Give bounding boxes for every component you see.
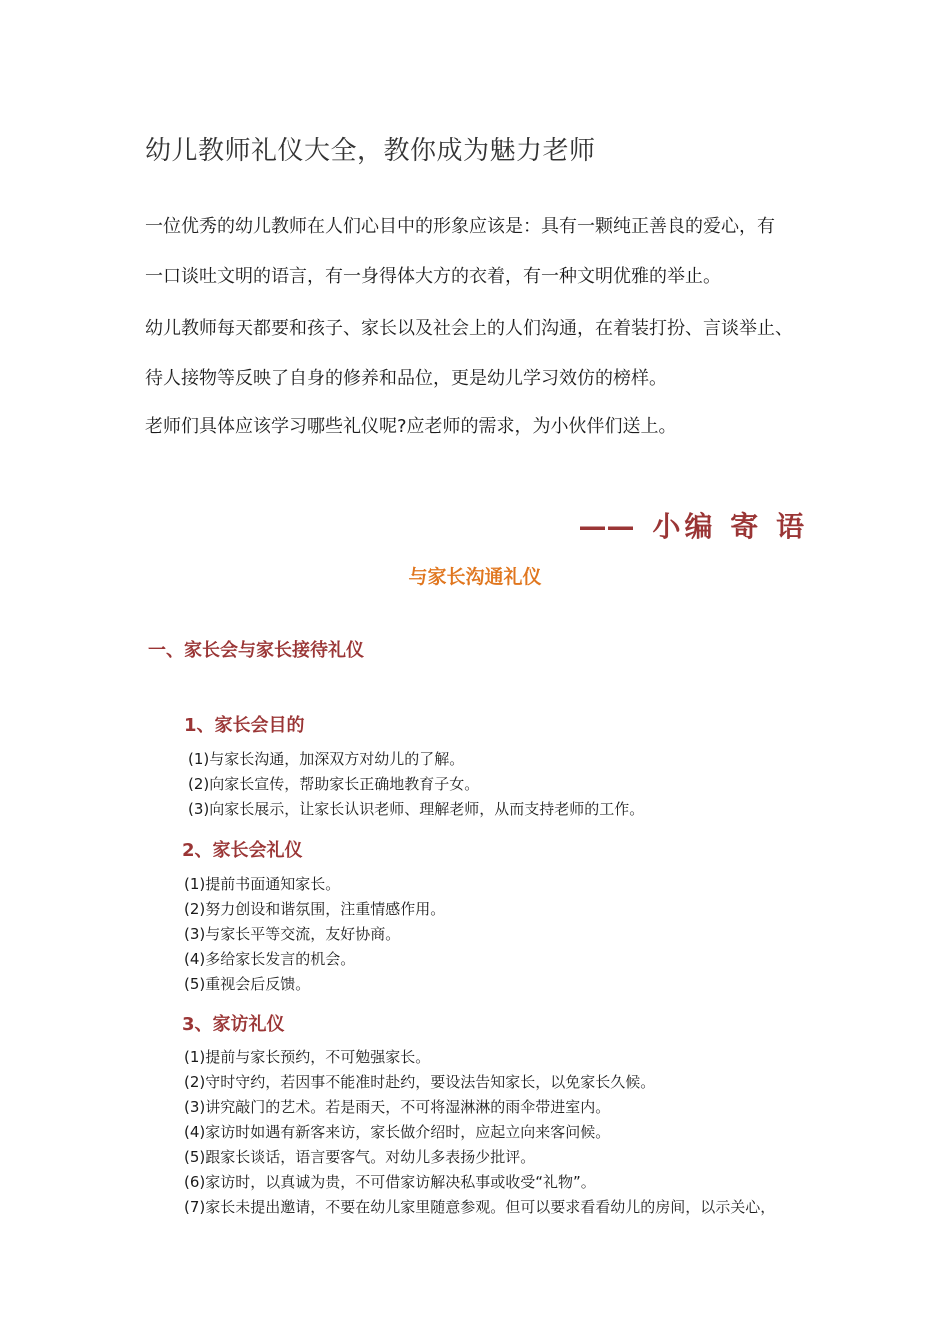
list-item: (6)家访时，以真诚为贵，不可借家访解决私事或收受“礼物”。 [184, 1173, 596, 1191]
list-item: (4)家访时如遇有新客来访，家长做介绍时，应起立向来客问候。 [184, 1123, 611, 1141]
document-title: 幼儿教师礼仪大全，教你成为魅力老师 [145, 136, 596, 166]
list-item: (1)提前与家长预约，不可勉强家长。 [184, 1048, 431, 1066]
intro-line-3: 幼儿教师每天都要和孩子、家长以及社会上的人们沟通，在着装打扮、言谈举止、 [145, 318, 793, 339]
list-item: (3)向家长展示，让家长认识老师、理解老师，从而支持老师的工作。 [188, 800, 645, 818]
list-item: (5)重视会后反馈。 [184, 975, 311, 993]
intro-line-2: 一口谈吐文明的语言，有一身得体大方的衣着，有一种文明优雅的举止。 [145, 266, 721, 287]
list-item: (1)提前书面通知家长。 [184, 875, 341, 893]
intro-line-5: 老师们具体应该学习哪些礼仪呢?应老师的需求，为小伙伴们送上。 [145, 416, 677, 437]
intro-line-1: 一位优秀的幼儿教师在人们心目中的形象应该是：具有一颗纯正善良的爱心，有 [145, 216, 775, 237]
home-visit-list [184, 1045, 775, 1220]
list-item: (2)守时守约，若因事不能准时赴约，要设法告知家长，以免家长久候。 [184, 1073, 656, 1091]
list-item: (2)向家长宣传，帮助家长正确地教育子女。 [188, 775, 480, 793]
signature-dash: —— [578, 510, 635, 543]
heading-level-1: 一、家长会与家长接待礼仪 [148, 640, 364, 661]
list-item: (1)与家长沟通，加深双方对幼儿的了解。 [188, 750, 465, 768]
list-item: (3)与家长平等交流，友好协商。 [184, 925, 401, 943]
intro-line-4: 待人接物等反映了自身的修养和品位，更是幼儿学习效仿的榜样。 [145, 368, 667, 389]
subheading-meeting-purpose: 1、家长会目的 [184, 715, 305, 736]
section-title: 与家长沟通礼仪 [408, 566, 542, 588]
list-item: (2)努力创设和谐氛围，注重情感作用。 [184, 900, 446, 918]
list-item: (5)跟家长谈话，语言要客气。对幼儿多表扬少批评。 [184, 1148, 536, 1166]
signature-text: 小编 寄 语 [652, 510, 808, 543]
subheading-meeting-etiquette: 2、家长会礼仪 [182, 840, 303, 861]
meeting-purpose-list [188, 747, 644, 822]
list-item: (7)家长未提出邀请，不要在幼儿家里随意参观。但可以要求看看幼儿的房间，以示关心， [184, 1198, 776, 1216]
subheading-home-visit: 3、家访礼仪 [182, 1014, 285, 1035]
meeting-etiquette-list [184, 872, 445, 997]
list-item: (4)多给家长发言的机会。 [184, 950, 356, 968]
editor-signature [579, 505, 809, 545]
list-item: (3)讲究敲门的艺术。若是雨天，不可将湿淋淋的雨伞带进室内。 [184, 1098, 611, 1116]
